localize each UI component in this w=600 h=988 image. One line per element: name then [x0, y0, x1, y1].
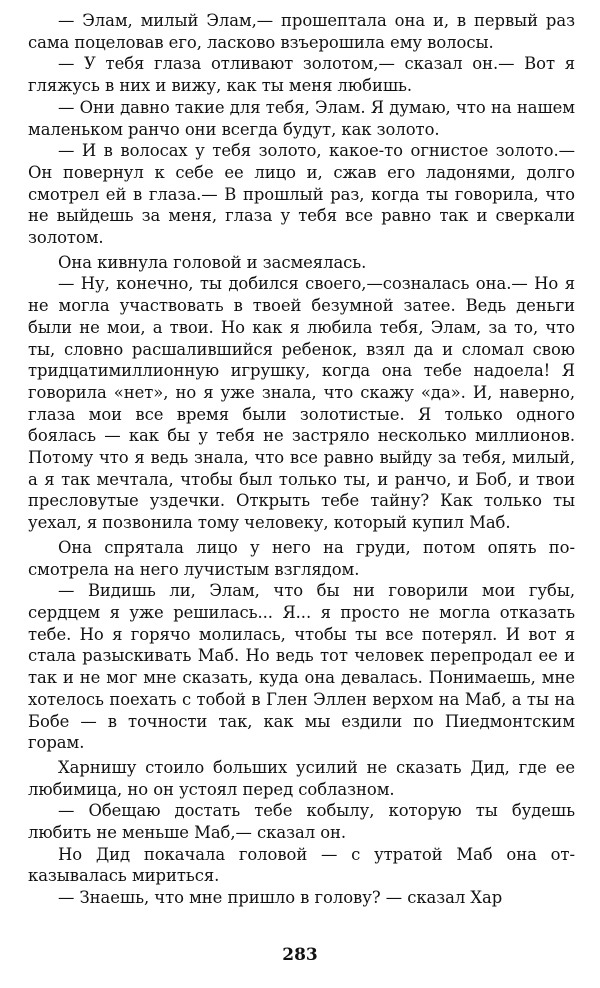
paragraph: Харнишу стоило больших усилий не сказать Дид, где ее любимица, но он устоял перед соблазном.	[28, 757, 575, 799]
paragraph: — У тебя глаза отливают золотом,— сказал он.— Вот я гляжусь в них и вижу, как ты меня любишь.	[28, 54, 575, 96]
paragraph: — Обещаю достать тебе кобылу, которую ты будешь любить не меньше Маб,— сказал он.	[28, 801, 575, 843]
paragraph: Она спрятала лицо у него на груди, потом опять посмотрела на него лучистым взглядом.	[28, 537, 575, 579]
paragraph: — Видишь ли, Элам, что бы ни говорили мои губы, сердцем я уже решилась... Я... я просто не могла отказать тебе. Но я горячо молилась, чтобы ты все потерял. И вот я стала разыскивать Маб. Но ведь тот человек перепродал ее и так и не мог мне сказать, куда она девалась. Понимаешь, мне хотелось поехать с тобой в Глен Эллен верхом на Маб, а ты на Бобе — в точности так, как мы ездили по Пиедмонтским горам.	[28, 581, 575, 753]
paragraph: Но Дид покачала головой — с утратой Маб она отказывалась мириться.	[28, 844, 575, 886]
body-text	[28, 10, 575, 909]
paragraph: — И в волосах у тебя золото, какое-то огнистое золото.— Он повернул к себе ее лицо и, сжав его ладонями, долго смотрел ей в глаза.— В прошлый раз, когда ты говорила, что не выйдешь за меня, глаза у тебя все равно так и сверкали золотом.	[28, 141, 575, 248]
page-number: 283	[282, 945, 318, 965]
paragraph: — Ну, конечно, ты добился своего,—созналась она.— Но я не могла участвовать в твоей безумной затее. Ведь деньги были не мои, а твои. Но как я любила тебя, Элам, за то, что ты, словно расшалившийся ребенок, взял да и сломал свою тридцатимиллионную игрушку, когда она тебе надоела! Я говорила «нет», но я уже знала, что скажу «да». И, наверно, глаза мои все время были золотистые. Я только одного боялась — как бы у тебя не застряло несколько миллионов. Потому что я ведь знала, что все равно выйду за тебя, милый, а я так мечтала, чтобы был только ты, и ранчо, и Боб, и твои пресловутые уздечки. Открыть тебе тайну? Как только ты уехал, я позвонила тому человеку, который купил Маб.	[28, 274, 575, 533]
paragraph: Она кивнула головой и засмеялась.	[58, 252, 367, 272]
paragraph: — Элам, милый Элам,— прошептала она и, в первый раз сама поцеловав его, ласково взъерошила ему волосы.	[28, 11, 575, 52]
paragraph: — Они давно такие для тебя, Элам. Я думаю, что на нашем маленьком ранчо они всегда будут, как золото.	[28, 97, 575, 139]
paragraph: — Знаешь, что мне пришло в голову? — сказал Хар	[58, 888, 503, 908]
